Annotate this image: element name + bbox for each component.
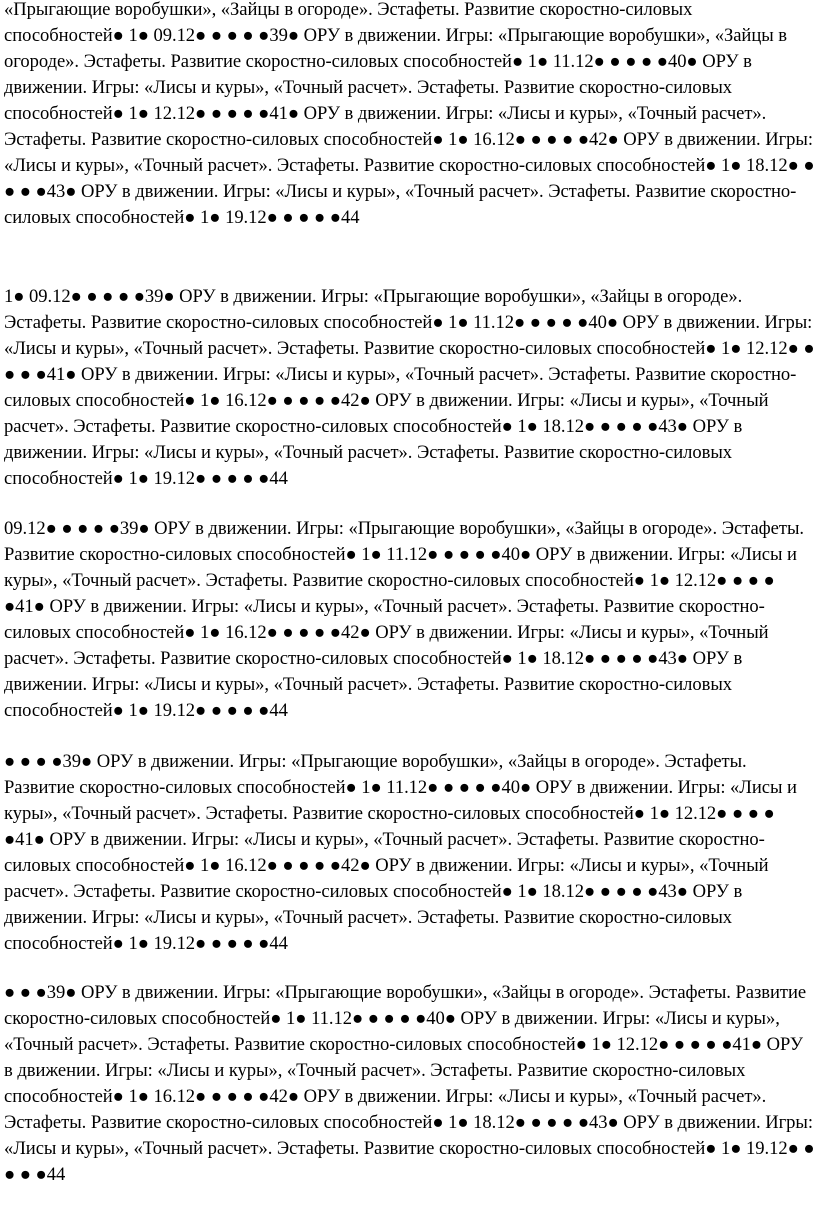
text-paragraph: 09.12● ● ● ● ●39● ОРУ в движении. Игры: «Прыгающие воробушки», «Зайцы в огороде». Эстафеты. Развитие скоростно-силовых способностей● 1● 11.12● ● ● ● ●40● ОРУ в движении. Игры: «Лисы и куры», «Точный расчет». Эстафеты. Развитие скоростно-силовых способностей● 1● 12.12● ● ● ● ●41● ОРУ в движении. Игры: «Лисы и куры», «Точный расчет». Эстафеты. Развитие скоростно-силовых способностей● 1● 16.12● ● ● ● ●42● ОРУ в движении. Игры: «Лисы и куры», «Точный расчет». Эстафеты. Развитие скоростно-силовых способностей● 1● 18.12● ● ● ● ●43● ОРУ в движении. Игры: «Лисы и куры», «Точный расчет». Эстафеты. Развитие скоростно-силовых способностей● 1● 19.12● ● ● ● ●44 xyxy=(4,518,805,721)
text-paragraph: 1● 09.12● ● ● ● ●39● ОРУ в движении. Игры: «Прыгающие воробушки», «Зайцы в огороде». Эстафеты. Развитие скоростно-силовых способностей● 1● 11.12● ● ● ● ●40● ОРУ в движении. Игры: «Лисы и куры», «Точный расчет». Эстафеты. Развитие скоростно-силовых способностей● 1● 12.12● ● ● ● ●41● ОРУ в движении. Игры: «Лисы и куры», «Точный расчет». Эстафеты. Развитие скоростно-силовых способностей● 1● 16.12● ● ● ● ●42● ОРУ в движении. Игры: «Лисы и куры», «Точный расчет». Эстафеты. Развитие скоростно-силовых способностей● 1● 18.12● ● ● ● ●43● ОРУ в движении. Игры: «Лисы и куры», «Точный расчет». Эстафеты. Развитие скоростно-силовых способностей● 1● 19.12● ● ● ● ●44 xyxy=(4,286,815,489)
text-paragraph: ● ● ●39● ОРУ в движении. Игры: «Прыгающие воробушки», «Зайцы в огороде». Эстафеты. Развитие скоростно-силовых способностей● 1● 11.12● ● ● ● ●40● ОРУ в движении. Игры: «Лисы и куры», «Точный расчет». Эстафеты. Развитие скоростно-силовых способностей● 1● 12.12● ● ● ● ●41● ОРУ в движении. Игры: «Лисы и куры», «Точный расчет». Эстафеты. Развитие скоростно-силовых способностей● 1● 16.12● ● ● ● ●42● ОРУ в движении. Игры: «Лисы и куры», «Точный расчет». Эстафеты. Развитие скоростно-силовых способностей● 1● 18.12● ● ● ● ●43● ОРУ в движении. Игры: «Лисы и куры», «Точный расчет». Эстафеты. Развитие скоростно-силовых способностей● 1● 19.12● ● ● ● ●44 xyxy=(4,982,815,1185)
text-paragraph: ● ● ● ●39● ОРУ в движении. Игры: «Прыгающие воробушки», «Зайцы в огороде». Эстафеты. Развитие скоростно-силовых способностей● 1● 11.12● ● ● ● ●40● ОРУ в движении. Игры: «Лисы и куры», «Точный расчет». Эстафеты. Развитие скоростно-силовых способностей● 1● 12.12● ● ● ● ●41● ОРУ в движении. Игры: «Лисы и куры», «Точный расчет». Эстафеты. Развитие скоростно-силовых способностей● 1● 16.12● ● ● ● ●42● ОРУ в движении. Игры: «Лисы и куры», «Точный расчет». Эстафеты. Развитие скоростно-силовых способностей● 1● 18.12● ● ● ● ●43● ОРУ в движении. Игры: «Лисы и куры», «Точный расчет». Эстафеты. Развитие скоростно-силовых способностей● 1● 19.12● ● ● ● ●44 xyxy=(4,751,797,954)
text-paragraph: «Прыгающие воробушки», «Зайцы в огороде». Эстафеты. Развитие скоростно-силовых способностей● 1● 09.12● ● ● ● ●39● ОРУ в движении. Игры: «Прыгающие воробушки», «Зайцы в огороде». Эстафеты. Развитие скоростно-силовых способностей● 1● 11.12● ● ● ● ●40● ОРУ в движении. Игры: «Лисы и куры», «Точный расчет». Эстафеты. Развитие скоростно-силовых способностей● 1● 12.12● ● ● ● ●41● ОРУ в движении. Игры: «Лисы и куры», «Точный расчет». Эстафеты. Развитие скоростно-силовых способностей● 1● 16.12● ● ● ● ●42● ОРУ в движении. Игры: «Лисы и куры», «Точный расчет». Эстафеты. Развитие скоростно-силовых способностей● 1● 18.12● ● ● ● ●43● ОРУ в движении. Игры: «Лисы и куры», «Точный расчет». Эстафеты. Развитие скоростно-силовых способностей● 1● 19.12● ● ● ● ●44 xyxy=(4,0,815,228)
